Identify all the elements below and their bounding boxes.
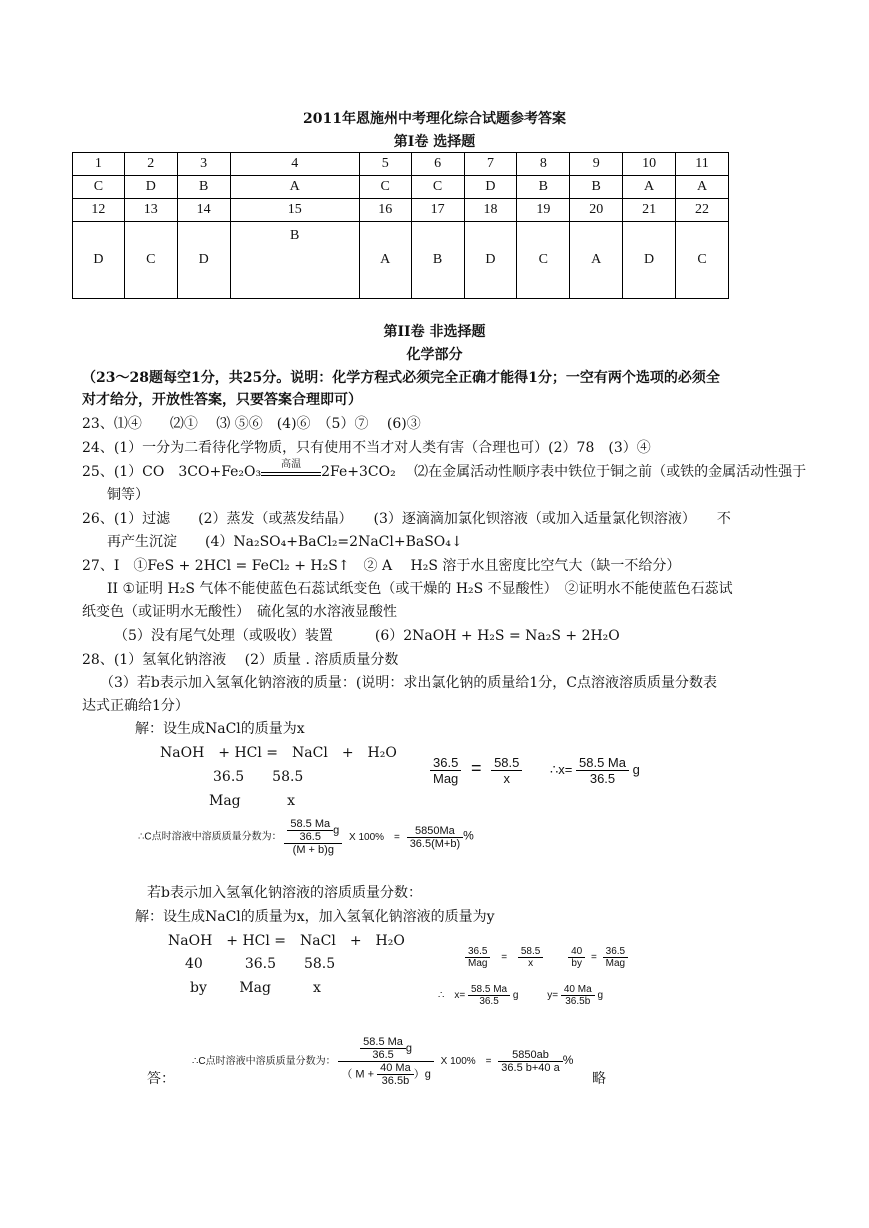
therefore-x: ∴x= [550, 761, 573, 777]
table-row [73, 176, 729, 199]
answer-24: 24、(1）一分为二看待化学物质，只有使用不当才对人类有害（合理也可）(2）78 (3）④ [82, 440, 651, 456]
frac-den: 36.5b [565, 996, 591, 1007]
table-cell: A [359, 222, 411, 299]
answer-25-part2: 2Fe+3CO₂ ⑵在金属活动性顺序表中铁位于铜之前（或铁的金属活动性强于 [321, 464, 807, 480]
table-cell: A [623, 176, 676, 199]
table-cell: 8 [517, 153, 570, 176]
unit-g: g [405, 1042, 413, 1055]
frac-den: Mag [433, 771, 459, 786]
part1-title: 第Ⅰ卷 选择题 [393, 134, 476, 150]
equation-2-mass: 40 36.5 58.5 [185, 956, 336, 972]
table-cell: 14 [177, 199, 230, 222]
percent: % [562, 1053, 574, 1068]
answer-26: 26、(1）过滤 (2）蒸发（或蒸发结晶） (3）逐滴滴加氯化钡溶液（或加入适量氯化钡溶液） 不 [82, 511, 731, 527]
table-cell: 18 [464, 199, 517, 222]
solution-1: 解：设生成NaCl的质量为x [135, 721, 305, 737]
table-cell: D [177, 222, 230, 299]
equation-2-values: by Mag x [190, 980, 321, 996]
proportion-2: $\frac{36.5}{\text{Mag}}$ = $\frac{58.5}{x}$ $\frac{40}{by}$ = $\frac{36.5}{\text{Mag}}$ [465, 946, 628, 969]
c-point-label: ∴C点时溶液中溶质质量分数为： [192, 1056, 336, 1068]
equation-1-mass: 36.5 58.5 [213, 769, 304, 785]
frac-num: 40 Ma [377, 1062, 414, 1075]
paren-close: ）g [413, 1068, 431, 1081]
frac-den: Mag [468, 958, 488, 969]
part2-title: 第II卷 非选择题 [383, 324, 486, 340]
answer-27-i: 27、I ①FeS + 2HCl = FeCl₂ + H₂S↑ ② A H₂S 溶于水且密度比空气大（缺一不给分） [82, 558, 681, 574]
therefore-x: ∴ x= [438, 990, 466, 1002]
table-cell: D [73, 222, 125, 299]
answer-25 [82, 461, 806, 481]
table-cell: 6 [411, 153, 464, 176]
table-row [73, 222, 729, 299]
answer-25-part1: 25、(1）CO 3CO+Fe₂O₃ [82, 464, 262, 480]
table-cell: C [73, 176, 125, 199]
frac-den: (M + b)g [292, 844, 334, 856]
solve-x-y [438, 984, 603, 1007]
c-point-label: ∴C点时溶液中溶质质量分数为： [138, 831, 282, 843]
unit-g: g [597, 990, 604, 1002]
table-cell: 21 [623, 199, 676, 222]
unit-g: g [333, 824, 340, 837]
c-point-formula-1 [138, 818, 474, 856]
table-cell: 12 [73, 199, 125, 222]
table-cell: 5 [359, 153, 411, 176]
answer-27-5-6: （5）没有尾气处理（或吸收）装置 (6）2NaOH + H₂S = Na₂S + 2H₂O [114, 628, 620, 644]
table-cell: B [230, 222, 359, 299]
equation-1: NaOH + HCl = NaCl + H₂O [160, 745, 397, 761]
doc-title: 2011年恩施州中考理化综合试题参考答案 [303, 111, 566, 127]
frac-den: 36.5 [299, 831, 321, 843]
frac-num: 36.5 [603, 946, 628, 958]
frac-num: 58.5 Ma [360, 1036, 406, 1049]
table-cell: A [570, 222, 623, 299]
paren-open: （ M + [341, 1068, 375, 1081]
if-b-mass-fraction: 若b表示加入氢氧化钠溶液的溶质质量分数： [147, 885, 422, 901]
table-cell: B [570, 176, 623, 199]
equation-1-values: Mag x [209, 793, 295, 809]
table-cell: D [124, 176, 177, 199]
frac-den: x [503, 771, 510, 786]
table-cell: C [411, 176, 464, 199]
frac-num: 58.5 Ma [576, 755, 629, 771]
frac-den: 36.5 b+40 a [501, 1062, 560, 1074]
answer-28: 28、(1）氢氧化钠溶液 (2）质量 . 溶质质量分数 [82, 652, 399, 668]
table-cell: 10 [623, 153, 676, 176]
table-cell: B [411, 222, 464, 299]
table-cell: 9 [570, 153, 623, 176]
unit-g: g [632, 761, 640, 777]
table-cell: 11 [676, 153, 729, 176]
reaction-condition: 高温 [281, 459, 302, 470]
answer-27-ii-cont: 纸变色（或证明水无酸性） 硫化氢的水溶液显酸性 [82, 604, 397, 620]
frac-num: 58.5 Ma [287, 818, 333, 831]
table-cell: A [676, 176, 729, 199]
table-cell: 22 [676, 199, 729, 222]
frac-num: 36.5 [430, 755, 461, 771]
frac-num: 58.5 Ma [468, 984, 510, 996]
table-cell: 13 [124, 199, 177, 222]
percent: % [463, 828, 474, 843]
y-equals: y= [547, 990, 559, 1002]
frac-num: 5850Ma [407, 825, 463, 838]
table-cell: 4 [230, 153, 359, 176]
frac-den: 36.5 [479, 996, 499, 1007]
proportion-1: $\frac{36.5}{\text{Mag}}$ = $\frac{58.5}{x}$ ∴x= $\frac{58.5 Ma}{36.5}$ g [430, 755, 640, 786]
c-point-formula-2 [192, 1036, 573, 1087]
answer-27-ii: II ①证明 H₂S 气体不能使蓝色石蕊试纸变色（或干燥的 H₂S 不显酸性） ②证明水不能使蓝色石蕊试 [107, 581, 733, 597]
table-cell: 15 [230, 199, 359, 222]
table-cell: 2 [124, 153, 177, 176]
table-cell: D [464, 222, 517, 299]
answer-25-cont: 铜等） [107, 487, 149, 503]
table-cell: 17 [411, 199, 464, 222]
frac-num: 58.5 [518, 946, 543, 958]
table-cell: 3 [177, 153, 230, 176]
answer-table [72, 152, 729, 299]
table-cell: B [517, 176, 570, 199]
table-cell: B [177, 176, 230, 199]
answer-28-3-cont: 达式正确给1分） [82, 698, 189, 714]
frac-num: 40 Ma [561, 984, 595, 996]
frac-den: x [528, 958, 534, 969]
frac-num: 40 [568, 946, 585, 958]
frac-num: 5850ab [498, 1049, 562, 1062]
omitted-label: 略 [592, 1071, 606, 1087]
times-100: X 100% = [349, 831, 400, 843]
table-cell: 20 [570, 199, 623, 222]
solution-2: 解：设生成NaCl的质量为x，加入氢氧化钠溶液的质量为y [135, 909, 495, 925]
answer-28-3: （3）若b表示加入氢氧化钠溶液的质量：(说明：求出氯化钠的质量给1分，C点溶液溶质质量分数表 [100, 675, 717, 691]
table-cell: 7 [464, 153, 517, 176]
frac-den: 36.5(M+b) [409, 837, 461, 850]
frac-den: 36.5b [381, 1075, 410, 1087]
frac-num: 36.5 [465, 946, 490, 958]
table-cell: C [359, 176, 411, 199]
table-cell: 19 [517, 199, 570, 222]
answer-26-cont: 再产生沉淀 (4）Na₂SO₄+BaCl₂=2NaCl+BaSO₄↓ [107, 534, 463, 550]
table-cell: 16 [359, 199, 411, 222]
table-cell: A [230, 176, 359, 199]
frac-den: Mag [605, 958, 626, 969]
table-cell: 1 [73, 153, 125, 176]
frac-den: 36.5 [589, 771, 616, 786]
frac-den: by [571, 958, 582, 969]
unit-g: g [512, 990, 519, 1002]
frac-num: 58.5 [491, 755, 522, 771]
scoring-note: （23～28题每空1分，共25分。说明：化学方程式必须完全正确才能得1分；一空有两个选项的必须全 [82, 370, 720, 386]
table-cell: C [517, 222, 570, 299]
equation-2: NaOH + HCl = NaCl + H₂O [168, 933, 405, 949]
table-row [73, 153, 729, 176]
times-100: X 100% = [440, 1056, 492, 1068]
scoring-note-cont: 对才给分，开放性答案，只要答案合理即可） [82, 392, 362, 408]
chem-subtitle: 化学部分 [406, 347, 463, 363]
frac-den: 36.5 [372, 1049, 394, 1061]
table-cell: D [464, 176, 517, 199]
answer-23: 23、⑴④ ⑵① ⑶ ⑤⑥ (4)⑥ （5）⑦ (6)③ [82, 416, 421, 432]
table-row [73, 199, 729, 222]
answer-label: 答： [147, 1071, 175, 1087]
table-cell: C [676, 222, 729, 299]
table-cell: D [623, 222, 676, 299]
table-cell: C [124, 222, 177, 299]
